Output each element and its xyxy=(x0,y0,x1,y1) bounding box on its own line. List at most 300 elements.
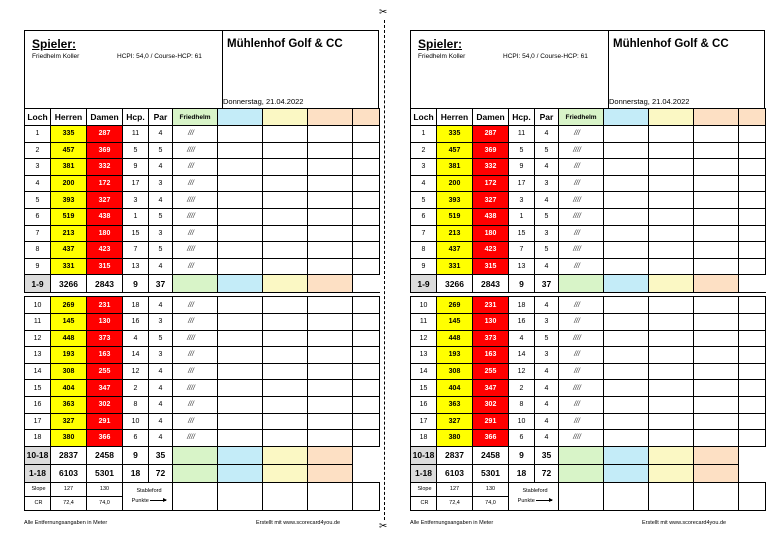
player2-cell[interactable] xyxy=(263,330,308,347)
player1-cell[interactable] xyxy=(218,142,263,159)
player2-cell[interactable] xyxy=(263,313,308,330)
hole-hcp: 8 xyxy=(123,396,149,413)
hole-row xyxy=(411,175,766,192)
hole-number: 5 xyxy=(25,192,51,209)
stroke-marks: /// xyxy=(559,225,604,242)
player2-cell[interactable] xyxy=(604,446,649,464)
player4-cell[interactable] xyxy=(739,208,766,225)
sum-label: 1-18 xyxy=(411,464,437,482)
player1-cell[interactable] xyxy=(173,464,218,482)
player1-cell[interactable] xyxy=(218,175,263,192)
player4-cell[interactable] xyxy=(739,142,766,159)
sum-par: 72 xyxy=(149,464,173,482)
player1-cell[interactable] xyxy=(173,446,218,464)
player3-cell[interactable] xyxy=(649,275,694,293)
player2-cell[interactable] xyxy=(649,208,694,225)
stroke-marks: /// xyxy=(173,258,218,275)
player1-cell[interactable] xyxy=(218,225,263,242)
player4-cell[interactable] xyxy=(353,225,380,242)
player2-cell[interactable] xyxy=(263,159,308,176)
hole-number: 4 xyxy=(25,175,51,192)
player1-cell[interactable] xyxy=(173,275,218,293)
player2-cell[interactable] xyxy=(263,297,308,314)
player4-cell[interactable] xyxy=(353,330,380,347)
player-name: Friedhelm Koller xyxy=(418,53,466,60)
player3-cell[interactable] xyxy=(694,396,739,413)
header-row xyxy=(411,109,766,126)
sum-label: 10-18 xyxy=(411,446,437,464)
hole-par: 4 xyxy=(535,430,559,447)
player1-cell[interactable] xyxy=(218,380,263,397)
player1-cell[interactable] xyxy=(218,347,263,364)
player1-cell[interactable] xyxy=(604,313,649,330)
player4-cell[interactable] xyxy=(353,175,380,192)
player4-cell[interactable] xyxy=(353,208,380,225)
player3-cell[interactable] xyxy=(694,347,739,364)
stroke-marks: /// xyxy=(173,126,218,143)
herren-distance: 213 xyxy=(437,225,473,242)
player1-cell[interactable] xyxy=(559,446,604,464)
player1-cell[interactable] xyxy=(604,297,649,314)
hole-hcp: 12 xyxy=(123,363,149,380)
player4-cell[interactable] xyxy=(353,396,380,413)
player2-cell[interactable] xyxy=(263,258,308,275)
sum-label: 1-18 xyxy=(25,464,51,482)
stroke-marks: /// xyxy=(173,175,218,192)
player3-cell[interactable] xyxy=(263,446,308,464)
player2-cell[interactable] xyxy=(263,142,308,159)
player2-cell[interactable] xyxy=(649,347,694,364)
hole-row xyxy=(25,413,380,430)
col-damen: Damen xyxy=(87,109,123,126)
hole-number: 17 xyxy=(25,413,51,430)
player4-cell[interactable] xyxy=(353,313,380,330)
player1-cell[interactable] xyxy=(604,175,649,192)
player4-cell[interactable] xyxy=(694,275,739,293)
player1-cell[interactable] xyxy=(604,347,649,364)
round-date: Donnerstag, 21.04.2022 xyxy=(609,97,690,106)
player3-cell[interactable] xyxy=(308,297,353,314)
player2-cell[interactable] xyxy=(604,464,649,482)
hole-row xyxy=(25,192,380,209)
player2-cell[interactable] xyxy=(649,330,694,347)
player4-cell[interactable] xyxy=(353,363,380,380)
player1-cell[interactable] xyxy=(604,192,649,209)
player1-cell[interactable] xyxy=(218,363,263,380)
hole-hcp: 12 xyxy=(509,363,535,380)
hole-number: 15 xyxy=(411,380,437,397)
player2-cell[interactable] xyxy=(263,396,308,413)
player3-cell[interactable] xyxy=(694,208,739,225)
player2-cell[interactable] xyxy=(263,126,308,143)
player3-cell[interactable] xyxy=(649,446,694,464)
player3-cell[interactable] xyxy=(694,142,739,159)
hole-hcp: 5 xyxy=(123,142,149,159)
player4-cell[interactable] xyxy=(353,242,380,259)
hole-par: 4 xyxy=(149,297,173,314)
player1-cell[interactable] xyxy=(559,275,604,293)
player1-cell[interactable] xyxy=(218,297,263,314)
sum-hcp: 9 xyxy=(509,275,535,293)
stroke-marks: //// xyxy=(559,242,604,259)
player2-cell[interactable] xyxy=(263,242,308,259)
damen-distance: 315 xyxy=(473,258,509,275)
sum-herren: 3266 xyxy=(51,275,87,293)
player3-cell[interactable] xyxy=(694,242,739,259)
sum-row xyxy=(411,464,766,482)
player2-cell[interactable] xyxy=(263,175,308,192)
player2-cell[interactable] xyxy=(649,142,694,159)
col-player3 xyxy=(263,109,308,126)
stroke-marks: /// xyxy=(173,347,218,364)
player2-cell[interactable] xyxy=(649,430,694,447)
hole-row xyxy=(25,225,380,242)
player2-cell[interactable] xyxy=(263,192,308,209)
damen-distance: 287 xyxy=(473,126,509,143)
player3-cell[interactable] xyxy=(308,258,353,275)
player1-cell[interactable] xyxy=(218,208,263,225)
herren-distance: 404 xyxy=(51,380,87,397)
hole-hcp: 15 xyxy=(509,225,535,242)
slope-row xyxy=(25,482,380,496)
footer-credit: Erstellt mit www.scorecard4you.de xyxy=(642,520,727,526)
herren-distance: 213 xyxy=(51,225,87,242)
player3-cell[interactable] xyxy=(308,313,353,330)
player2-cell[interactable] xyxy=(263,380,308,397)
player1-cell[interactable] xyxy=(218,242,263,259)
herren-distance: 200 xyxy=(51,175,87,192)
player4-cell[interactable] xyxy=(739,192,766,209)
player2-cell[interactable] xyxy=(263,430,308,447)
player5-points[interactable] xyxy=(353,482,380,510)
player2-cell[interactable] xyxy=(649,297,694,314)
herren-distance: 363 xyxy=(437,396,473,413)
player4-cell[interactable] xyxy=(739,430,766,447)
player4-cell[interactable] xyxy=(739,175,766,192)
player3-cell[interactable] xyxy=(308,208,353,225)
damen-distance: 369 xyxy=(473,142,509,159)
stableford-label xyxy=(509,482,559,510)
player2-cell[interactable] xyxy=(649,242,694,259)
player3-cell[interactable] xyxy=(263,464,308,482)
hole-par: 4 xyxy=(149,380,173,397)
damen-distance: 287 xyxy=(87,126,123,143)
col-par: Par xyxy=(149,109,173,126)
hole-hcp: 17 xyxy=(123,175,149,192)
damen-distance: 366 xyxy=(473,430,509,447)
player3-points[interactable] xyxy=(263,482,308,510)
stroke-marks: /// xyxy=(173,313,218,330)
hole-hcp: 2 xyxy=(123,380,149,397)
player3-cell[interactable] xyxy=(308,330,353,347)
player2-cell[interactable] xyxy=(649,225,694,242)
player1-cell[interactable] xyxy=(559,464,604,482)
player3-cell[interactable] xyxy=(308,175,353,192)
player1-cell[interactable] xyxy=(604,363,649,380)
hole-number: 8 xyxy=(25,242,51,259)
player1-cell[interactable] xyxy=(218,330,263,347)
hole-hcp: 4 xyxy=(123,330,149,347)
hole-number: 16 xyxy=(25,396,51,413)
player4-cell[interactable] xyxy=(353,258,380,275)
player2-cell[interactable] xyxy=(263,225,308,242)
player2-cell[interactable] xyxy=(604,275,649,293)
hole-row xyxy=(25,159,380,176)
punkte-text: Punkte xyxy=(131,498,149,505)
player2-cell[interactable] xyxy=(649,313,694,330)
player3-cell[interactable] xyxy=(308,430,353,447)
stroke-marks: /// xyxy=(559,258,604,275)
hole-par: 3 xyxy=(149,313,173,330)
player1-cell[interactable] xyxy=(604,126,649,143)
hole-row xyxy=(25,242,380,259)
player2-points[interactable] xyxy=(218,482,263,510)
player2-cell[interactable] xyxy=(218,275,263,293)
player3-cell[interactable] xyxy=(694,413,739,430)
player4-cell[interactable] xyxy=(739,380,766,397)
player2-cell[interactable] xyxy=(263,413,308,430)
herren-distance: 193 xyxy=(437,347,473,364)
player2-cell[interactable] xyxy=(649,192,694,209)
player5-points[interactable] xyxy=(739,482,766,510)
player4-cell[interactable] xyxy=(308,275,353,293)
cr-label: CR xyxy=(25,496,51,510)
player3-cell[interactable] xyxy=(308,126,353,143)
sum-par: 35 xyxy=(535,446,559,464)
damen-distance: 291 xyxy=(87,413,123,430)
player4-points[interactable] xyxy=(308,482,353,510)
hole-row xyxy=(25,313,380,330)
player2-cell[interactable] xyxy=(649,396,694,413)
handicap-info: HCPI: 54,0 / Course-HCP: 61 xyxy=(503,53,588,60)
player1-cell[interactable] xyxy=(604,430,649,447)
herren-distance: 519 xyxy=(51,208,87,225)
player1-cell[interactable] xyxy=(604,242,649,259)
hole-number: 17 xyxy=(411,413,437,430)
player3-cell[interactable] xyxy=(694,192,739,209)
player1-cell[interactable] xyxy=(218,413,263,430)
stroke-marks: //// xyxy=(173,208,218,225)
stroke-marks: /// xyxy=(559,175,604,192)
player4-cell[interactable] xyxy=(353,192,380,209)
slope-row xyxy=(411,482,766,496)
player3-cell[interactable] xyxy=(694,225,739,242)
hole-number: 13 xyxy=(411,347,437,364)
player4-points[interactable] xyxy=(694,482,739,510)
hole-number: 4 xyxy=(411,175,437,192)
damen-distance: 332 xyxy=(87,159,123,176)
player4-cell[interactable] xyxy=(308,446,353,464)
player3-cell[interactable] xyxy=(308,242,353,259)
player3-cell[interactable] xyxy=(694,159,739,176)
player1-cell[interactable] xyxy=(218,192,263,209)
herren-distance: 145 xyxy=(437,313,473,330)
player3-cell[interactable] xyxy=(308,413,353,430)
hole-row xyxy=(25,297,380,314)
player2-cell[interactable] xyxy=(649,258,694,275)
sum-herren: 2837 xyxy=(51,446,87,464)
player3-cell[interactable] xyxy=(694,330,739,347)
hole-hcp: 1 xyxy=(123,208,149,225)
player3-cell[interactable] xyxy=(308,380,353,397)
col-player2 xyxy=(218,109,263,126)
player1-cell[interactable] xyxy=(604,380,649,397)
player4-cell[interactable] xyxy=(739,225,766,242)
hole-hcp: 16 xyxy=(123,313,149,330)
player3-cell[interactable] xyxy=(308,192,353,209)
hole-row xyxy=(25,330,380,347)
herren-distance: 331 xyxy=(51,258,87,275)
hole-par: 3 xyxy=(535,175,559,192)
player1-points[interactable] xyxy=(173,482,218,510)
hole-hcp: 3 xyxy=(509,192,535,209)
footer-credit: Erstellt mit www.scorecard4you.de xyxy=(256,520,341,526)
hole-par: 4 xyxy=(535,159,559,176)
player3-cell[interactable] xyxy=(649,464,694,482)
sum-herren: 2837 xyxy=(437,446,473,464)
stableford-text: Stableford xyxy=(136,488,162,495)
player1-cell[interactable] xyxy=(604,208,649,225)
player4-cell[interactable] xyxy=(353,297,380,314)
player4-cell[interactable] xyxy=(353,380,380,397)
player2-cell[interactable] xyxy=(649,380,694,397)
player2-cell[interactable] xyxy=(649,413,694,430)
player4-cell[interactable] xyxy=(739,396,766,413)
player4-cell[interactable] xyxy=(353,413,380,430)
herren-distance: 335 xyxy=(51,126,87,143)
damen-distance: 347 xyxy=(473,380,509,397)
player1-cell[interactable] xyxy=(604,225,649,242)
player3-cell[interactable] xyxy=(308,396,353,413)
sum-par: 72 xyxy=(535,464,559,482)
hole-number: 2 xyxy=(25,142,51,159)
player3-cell[interactable] xyxy=(694,175,739,192)
player3-cell[interactable] xyxy=(694,380,739,397)
hole-par: 3 xyxy=(535,313,559,330)
hole-hcp: 6 xyxy=(123,430,149,447)
player4-cell[interactable] xyxy=(694,464,739,482)
player4-cell[interactable] xyxy=(353,126,380,143)
player3-cell[interactable] xyxy=(308,159,353,176)
hole-par: 5 xyxy=(149,242,173,259)
player1-cell[interactable] xyxy=(218,258,263,275)
stroke-marks: //// xyxy=(173,430,218,447)
player3-cell[interactable] xyxy=(694,258,739,275)
player2-cell[interactable] xyxy=(218,446,263,464)
player2-cell[interactable] xyxy=(649,126,694,143)
player2-cell[interactable] xyxy=(263,363,308,380)
player3-cell[interactable] xyxy=(263,275,308,293)
player4-cell[interactable] xyxy=(739,313,766,330)
herren-distance: 381 xyxy=(51,159,87,176)
player1-cell[interactable] xyxy=(218,126,263,143)
hole-par: 4 xyxy=(149,413,173,430)
player3-cell[interactable] xyxy=(694,430,739,447)
hole-hcp: 7 xyxy=(509,242,535,259)
player4-cell[interactable] xyxy=(353,347,380,364)
stroke-marks: //// xyxy=(559,192,604,209)
stroke-marks: //// xyxy=(559,208,604,225)
damen-distance: 347 xyxy=(87,380,123,397)
hole-number: 14 xyxy=(411,363,437,380)
player2-cell[interactable] xyxy=(263,347,308,364)
player4-cell[interactable] xyxy=(739,347,766,364)
player1-cell[interactable] xyxy=(218,396,263,413)
player1-cell[interactable] xyxy=(604,330,649,347)
player2-cell[interactable] xyxy=(649,175,694,192)
player4-cell[interactable] xyxy=(308,464,353,482)
player3-cell[interactable] xyxy=(308,347,353,364)
player3-cell[interactable] xyxy=(694,313,739,330)
player2-cell[interactable] xyxy=(263,208,308,225)
hole-row xyxy=(411,313,766,330)
player4-cell[interactable] xyxy=(739,159,766,176)
player2-points[interactable] xyxy=(604,482,649,510)
player4-cell[interactable] xyxy=(739,363,766,380)
player4-cell[interactable] xyxy=(353,430,380,447)
hole-hcp: 8 xyxy=(509,396,535,413)
sum-row xyxy=(411,275,766,293)
player2-cell[interactable] xyxy=(218,464,263,482)
player4-cell[interactable] xyxy=(739,297,766,314)
player1-points[interactable] xyxy=(559,482,604,510)
player4-cell[interactable] xyxy=(739,258,766,275)
cr-label: CR xyxy=(411,496,437,510)
player1-cell[interactable] xyxy=(604,142,649,159)
player4-cell[interactable] xyxy=(739,242,766,259)
stroke-marks: /// xyxy=(559,363,604,380)
player3-cell[interactable] xyxy=(308,363,353,380)
stroke-marks: //// xyxy=(559,330,604,347)
player3-cell[interactable] xyxy=(694,297,739,314)
herren-distance: 331 xyxy=(437,258,473,275)
player3-cell[interactable] xyxy=(308,225,353,242)
player1-cell[interactable] xyxy=(604,396,649,413)
club-name: Mühlenhof Golf & CC xyxy=(227,38,343,50)
hole-hcp: 11 xyxy=(123,126,149,143)
player3-cell[interactable] xyxy=(308,142,353,159)
player3-cell[interactable] xyxy=(694,363,739,380)
player2-cell[interactable] xyxy=(649,159,694,176)
player1-cell[interactable] xyxy=(218,159,263,176)
player3-points[interactable] xyxy=(649,482,694,510)
player4-cell[interactable] xyxy=(353,159,380,176)
player4-cell[interactable] xyxy=(694,446,739,464)
damen-distance: 423 xyxy=(473,242,509,259)
player-info xyxy=(25,31,222,109)
player4-cell[interactable] xyxy=(353,142,380,159)
hole-par: 4 xyxy=(535,363,559,380)
herren-distance: 308 xyxy=(51,363,87,380)
damen-distance: 231 xyxy=(473,297,509,314)
player4-cell[interactable] xyxy=(739,126,766,143)
player4-cell[interactable] xyxy=(739,330,766,347)
player1-cell[interactable] xyxy=(604,413,649,430)
hole-number: 11 xyxy=(25,313,51,330)
damen-distance: 327 xyxy=(87,192,123,209)
hole-hcp: 3 xyxy=(123,192,149,209)
herren-distance: 393 xyxy=(51,192,87,209)
player4-cell[interactable] xyxy=(739,413,766,430)
cut-line xyxy=(384,20,385,520)
player1-cell[interactable] xyxy=(604,159,649,176)
player2-cell[interactable] xyxy=(649,363,694,380)
footer-note: Alle Entfernungsangaben in Meter xyxy=(24,520,108,526)
player1-cell[interactable] xyxy=(218,313,263,330)
player1-cell[interactable] xyxy=(218,430,263,447)
player3-cell[interactable] xyxy=(694,126,739,143)
player1-cell[interactable] xyxy=(604,258,649,275)
